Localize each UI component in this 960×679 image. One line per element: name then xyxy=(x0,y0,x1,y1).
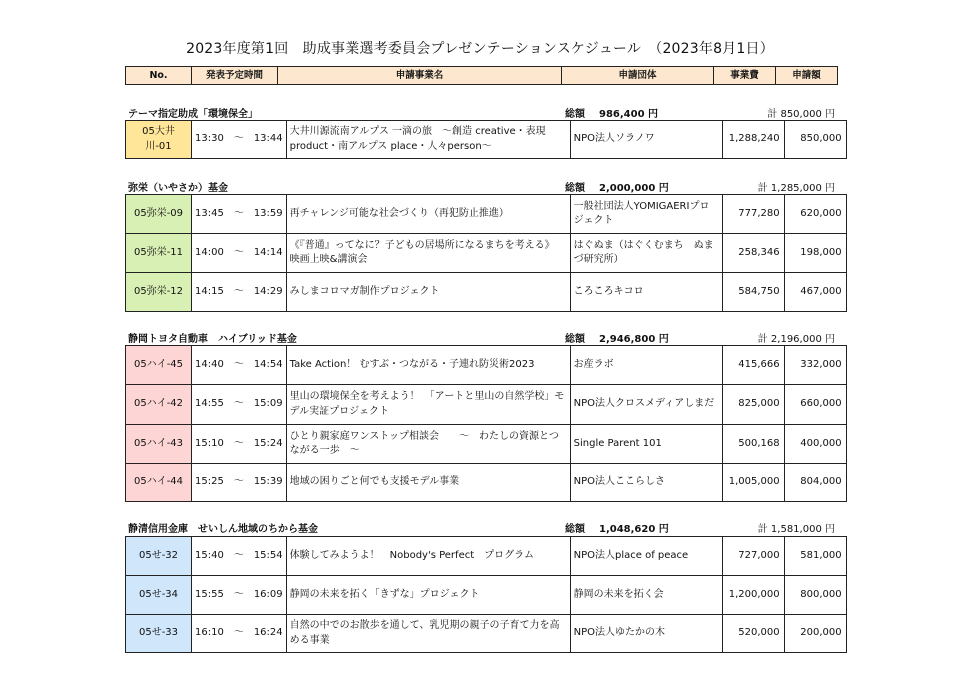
page-title: 2023年度第1回 助成事業選考委員会プレゼンテーションスケジュール （2023年8月1日） xyxy=(186,41,774,57)
section-table xyxy=(125,120,847,159)
table-row xyxy=(126,464,847,502)
row-request: 620,000 xyxy=(784,195,846,234)
row-cost: 1,288,240 xyxy=(722,121,784,159)
row-org: お産ラボ xyxy=(570,346,722,385)
row-org: はぐぬま（はぐくむまち ぬまづ研究所） xyxy=(570,234,722,273)
header-no: No. xyxy=(126,67,192,85)
table-row xyxy=(126,121,847,159)
row-cost: 500,168 xyxy=(722,425,784,464)
row-request: 800,000 xyxy=(784,576,846,615)
header-project: 申請事業名 xyxy=(278,67,562,85)
header-table xyxy=(125,66,838,85)
table-row xyxy=(126,537,847,576)
row-cost: 258,346 xyxy=(722,234,784,273)
row-org: NPO法人ここらしさ xyxy=(570,464,722,502)
row-project: ひとり親家庭ワンストップ相談会 ～ わたしの資源とつながる一歩 ～ xyxy=(286,425,570,464)
row-request: 850,000 xyxy=(784,121,846,159)
row-cost: 1,200,000 xyxy=(722,576,784,615)
row-request: 467,000 xyxy=(784,273,846,312)
section-sum: 計 850,000 円 xyxy=(767,109,835,120)
section-total: 総額 2,000,000 円 xyxy=(565,183,669,194)
row-no: 05弥栄-12 xyxy=(126,273,192,312)
section-name: 静清信用金庫 せいしん地域のちから基金 xyxy=(128,524,318,535)
header-cost: 事業費 xyxy=(714,67,776,85)
row-request: 200,000 xyxy=(784,615,846,653)
row-project: 地域の困りごと何でも支援モデル事業 xyxy=(286,464,570,502)
row-request: 581,000 xyxy=(784,537,846,576)
row-no: 05ハイ-44 xyxy=(126,464,192,502)
row-no: 05弥栄-09 xyxy=(126,195,192,234)
section-header xyxy=(125,105,837,119)
section-header xyxy=(125,520,837,534)
section-name: 弥栄（いやさか）基金 xyxy=(128,183,228,194)
row-project: 再チャレンジ可能な社会づくり（再犯防止推進） xyxy=(286,195,570,234)
section-total: 総額 986,400 円 xyxy=(565,109,659,120)
row-cost: 727,000 xyxy=(722,537,784,576)
row-org: NPO法人ソラノワ xyxy=(570,121,722,159)
row-no: 05せ-34 xyxy=(126,576,192,615)
header-request: 申請額 xyxy=(776,67,838,85)
row-request: 804,000 xyxy=(784,464,846,502)
row-time: 13:30 ～ 13:44 xyxy=(192,121,287,159)
section-total: 総額 2,946,800 円 xyxy=(565,334,669,345)
row-org: NPO法人ゆたかの木 xyxy=(570,615,722,653)
row-time: 16:10 ～ 16:24 xyxy=(192,615,287,653)
row-project: みしまコロマガ制作プロジェクト xyxy=(286,273,570,312)
row-org: ころころキコロ xyxy=(570,273,722,312)
row-time: 15:10 ～ 15:24 xyxy=(192,425,287,464)
row-time: 15:40 ～ 15:54 xyxy=(192,537,287,576)
table-row xyxy=(126,576,847,615)
row-org: NPO法人place of peace xyxy=(570,537,722,576)
row-org: 一般社団法人YOMIGAERIプロジェクト xyxy=(570,195,722,234)
section-name: 静岡トヨタ自動車 ハイブリッド基金 xyxy=(128,334,297,345)
row-cost: 825,000 xyxy=(722,385,784,425)
section-name: テーマ指定助成「環境保全」 xyxy=(128,109,258,120)
row-time: 15:25 ～ 15:39 xyxy=(192,464,287,502)
row-request: 660,000 xyxy=(784,385,846,425)
section-table xyxy=(125,345,847,502)
row-cost: 415,666 xyxy=(722,346,784,385)
table-row xyxy=(126,273,847,312)
section-sum: 計 1,581,000 円 xyxy=(757,524,835,535)
row-org: Single Parent 101 xyxy=(570,425,722,464)
table-row xyxy=(126,425,847,464)
row-time: 15:55 ～ 16:09 xyxy=(192,576,287,615)
row-time: 13:45 ～ 13:59 xyxy=(192,195,287,234)
row-org: 静岡の未来を拓く会 xyxy=(570,576,722,615)
row-cost: 584,750 xyxy=(722,273,784,312)
section-table xyxy=(125,536,847,653)
section-header xyxy=(125,179,837,193)
section-sum: 計 2,196,000 円 xyxy=(757,334,835,345)
row-no: 05せ-32 xyxy=(126,537,192,576)
section-sum: 計 1,285,000 円 xyxy=(757,183,835,194)
section-table xyxy=(125,194,847,312)
row-project: 自然の中でのお散歩を通して、乳児期の親子の子育て力を高める事業 xyxy=(286,615,570,653)
row-no: 05ハイ-43 xyxy=(126,425,192,464)
row-project: 里山の環境保全を考えよう！ 「アートと里山の自然学校」モデル実証プロジェクト xyxy=(286,385,570,425)
row-org: NPO法人クロスメディアしまだ xyxy=(570,385,722,425)
row-cost: 777,280 xyxy=(722,195,784,234)
row-no: 05せ-33 xyxy=(126,615,192,653)
row-no: 05大井川-01 xyxy=(126,121,192,159)
row-project: 大井川源流南アルプス 一滴の旅 ～創造 creative・表現 product・南アルプス place・人々person～ xyxy=(286,121,570,159)
row-no: 05ハイ-45 xyxy=(126,346,192,385)
header-org: 申請団体 xyxy=(562,67,714,85)
section-total: 総額 1,048,620 円 xyxy=(565,524,669,535)
header-time: 発表予定時間 xyxy=(192,67,278,85)
table-row xyxy=(126,346,847,385)
row-request: 198,000 xyxy=(784,234,846,273)
row-cost: 520,000 xyxy=(722,615,784,653)
row-no: 05弥栄-11 xyxy=(126,234,192,273)
table-row xyxy=(126,234,847,273)
table-row xyxy=(126,195,847,234)
row-request: 400,000 xyxy=(784,425,846,464)
row-project: 静岡の未来を拓く「きずな」プロジェクト xyxy=(286,576,570,615)
table-row xyxy=(126,615,847,653)
row-time: 14:00 ～ 14:14 xyxy=(192,234,287,273)
row-project: 体験してみようよ！ Nobody's Perfect プログラム xyxy=(286,537,570,576)
row-time: 14:15 ～ 14:29 xyxy=(192,273,287,312)
row-time: 14:40 ～ 14:54 xyxy=(192,346,287,385)
table-row xyxy=(126,385,847,425)
row-project: Take Action！ むすぶ・つながる・子連れ防災術2023 xyxy=(286,346,570,385)
section-header xyxy=(125,330,837,344)
row-cost: 1,005,000 xyxy=(722,464,784,502)
row-no: 05ハイ-42 xyxy=(126,385,192,425)
row-time: 14:55 ～ 15:09 xyxy=(192,385,287,425)
row-project: 《『普通』ってなに？子どもの居場所になるまちを考える》 映画上映&講演会 xyxy=(286,234,570,273)
row-request: 332,000 xyxy=(784,346,846,385)
